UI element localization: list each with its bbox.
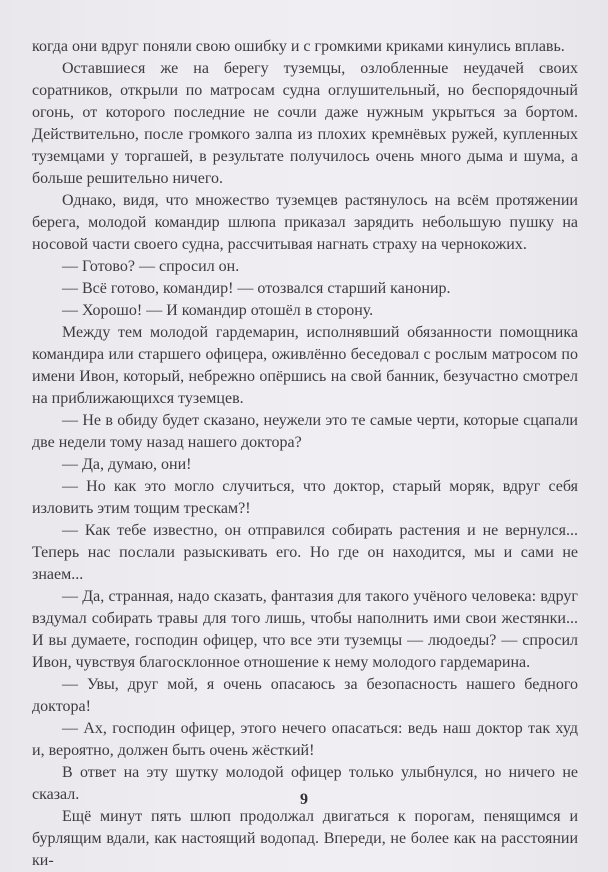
dialogue-line: — Увы, друг мой, я очень опасаюсь за безопасность нашего бедного доктора! xyxy=(32,676,578,715)
dialogue-line: — Как тебе известно, он отправился собирать растения и не вернулся... Теперь нас послали разыскивать его. Но где он находится, мы и сами не знаем... xyxy=(32,522,578,583)
dialogue-line: — Готово? — спросил он. xyxy=(62,258,240,275)
paragraph: В ответ на эту шутку молодой офицер только улыбнулся, но ничего не сказал. xyxy=(32,764,578,803)
paragraph: Ещё минут пять шлюп продолжал двигаться к порогам, пенящимся и бурлящим вдали, как настоящий водопад. Впереди, не более как на расстоянии ки- xyxy=(32,808,578,869)
dialogue-line: — Да, странная, надо сказать, фантазия для такого учёного человека: вдруг вздумал собирать травы для того лишь, чтобы наполнить ими свои жестянки... И вы думаете, господин офицер, что все эти туземцы — людоеды? — спросил Ивон, чувствуя благосклонное отношение к нему молодого гардемарина. xyxy=(32,588,578,671)
page-number: 9 xyxy=(300,791,308,808)
paragraph: Между тем молодой гардемарин, исполнявший обязанности помощника командира или старшего офицера, оживлённо беседовал с рослым матросом по имени Ивон, который, небрежно опёршись на свой банник, безучастно смотрел на приближающихся туземцев. xyxy=(32,324,578,407)
dialogue-line: — Не в обиду будет сказано, неужели это те самые черти, которые сцапали две недели тому назад нашего доктора? xyxy=(32,412,578,451)
body-text xyxy=(32,36,578,872)
dialogue-line: — Да, думаю, они! xyxy=(62,456,192,473)
paragraph: Оставшиеся же на берегу туземцы, озлобленные неудачей своих соратников, открыли по матросам судна оглушительный, но беспорядочный огонь, от которого последние не сочли даже нужным укрыться за бортом. Действительно, после громкого залпа из плохих кремнёвых ружей, купленных туземцами у торгашей, в результате получилось очень много дыма и шума, а больше решительно ничего. xyxy=(32,60,578,187)
dialogue-line: — Ах, господин офицер, этого нечего опасаться: ведь наш доктор так худ и, вероятно, должен быть очень жёсткий! xyxy=(32,720,578,759)
dialogue-line: — Хорошо! — И командир отошёл в сторону. xyxy=(62,302,374,319)
paragraph: Однако, видя, что множество туземцев растянулось на всём протяжении берега, молодой командир шлюпа приказал зарядить небольшую пушку на носовой части своего судна, рассчитывая нагнать страху на чернокожих. xyxy=(32,192,578,253)
dialogue-line: — Всё готово, командир! — отозвался старший канонир. xyxy=(62,280,451,297)
dialogue-line: — Но как это могло случиться, что доктор, старый моряк, вдруг себя изловить этим тощим трескам?! xyxy=(32,478,578,517)
paragraph: когда они вдруг поняли свою ошибку и с громкими криками кинулись вплавь. xyxy=(32,38,565,55)
